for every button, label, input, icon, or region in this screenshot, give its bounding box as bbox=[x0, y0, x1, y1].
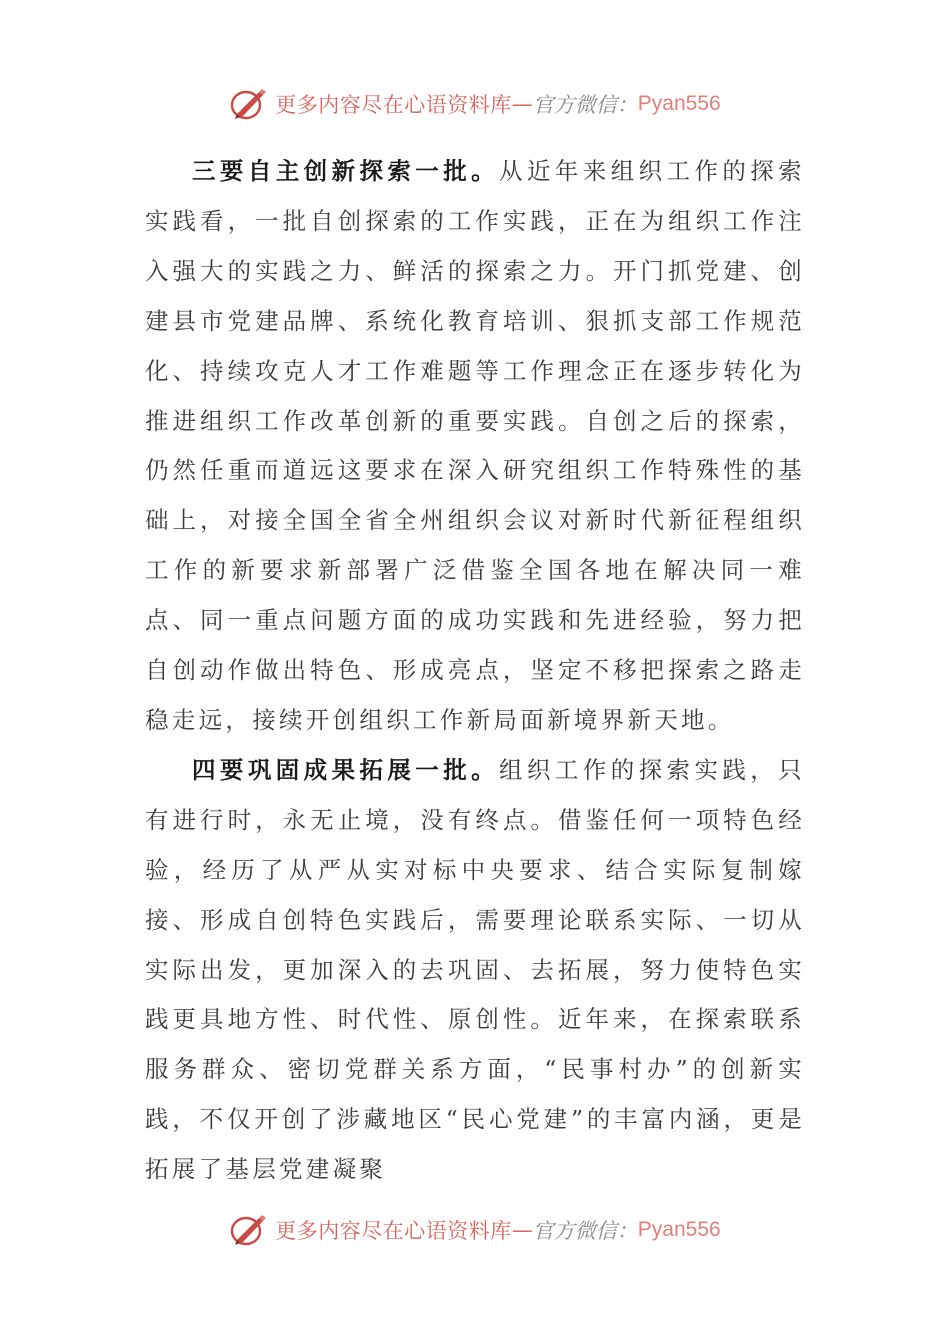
paragraph-body: 从近年来组织工作的探索实践看，一批自创探索的工作实践，正在为组织工作注入强大的实践之力、鲜活的探索之力。开门抓党建、创建县市党建品牌、系统化教育培训、狠抓支部工作规范化、持续攻克人才工作难题等工作理念正在逐步转化为推进组织工作改革创新的重要实践。自创之后的探索，仍然任重而道远这要求在深入研究组织工作特殊性的基础上，对接全国全省全州组织会议对新时代新征程组织工作的新要求新部署广泛借鉴全国各地在解决同一难点、同一重点问题方面的成功实践和先进经验，努力把自创动作做出特色、形成亮点，坚定不移把探索之路走稳走远，接续开创组织工作新局面新境界新天地。 bbox=[145, 157, 805, 734]
document-body bbox=[145, 147, 805, 1195]
promo-text: 更多内容尽在心语资料库 bbox=[275, 93, 512, 117]
official-wechat-label: 官方微信： bbox=[532, 1219, 638, 1243]
footer-watermark-banner bbox=[0, 1208, 950, 1252]
paragraph bbox=[145, 746, 805, 1195]
banner-dash: — bbox=[511, 92, 533, 116]
paragraph-body: 组织工作的探索实践，只有进行时，永无止境，没有终点。借鉴任何一项特色经验，经历了从严从实对标中央要求、结合实际复制嫁接、形成自创特色实践后，需要理论联系实际、一切从实际出发，更加深入的去巩固、去拓展，努力使特色实践更具地方性、时代性、原创性。近年来，在探索联系服务群众、密切党群关系方面，“民事村办”的创新实践，不仅开创了涉藏地区“民心党建”的丰富内涵，更是拓展了基层党建凝聚 bbox=[145, 755, 805, 1184]
wechat-id: Pyan556 bbox=[637, 1218, 721, 1241]
banner-dash: — bbox=[511, 1218, 533, 1242]
pen-logo-icon bbox=[229, 86, 269, 122]
header-watermark-banner bbox=[0, 82, 950, 126]
promo-text: 更多内容尽在心语资料库 bbox=[275, 1219, 512, 1243]
wechat-id: Pyan556 bbox=[637, 92, 721, 115]
paragraph bbox=[145, 147, 805, 746]
paragraph-lead: 三要自主创新探索一批。 bbox=[192, 157, 500, 185]
paragraph-lead: 四要巩固成果拓展一批。 bbox=[192, 755, 500, 784]
official-wechat-label: 官方微信： bbox=[532, 93, 638, 117]
pen-logo-icon bbox=[229, 1212, 269, 1248]
